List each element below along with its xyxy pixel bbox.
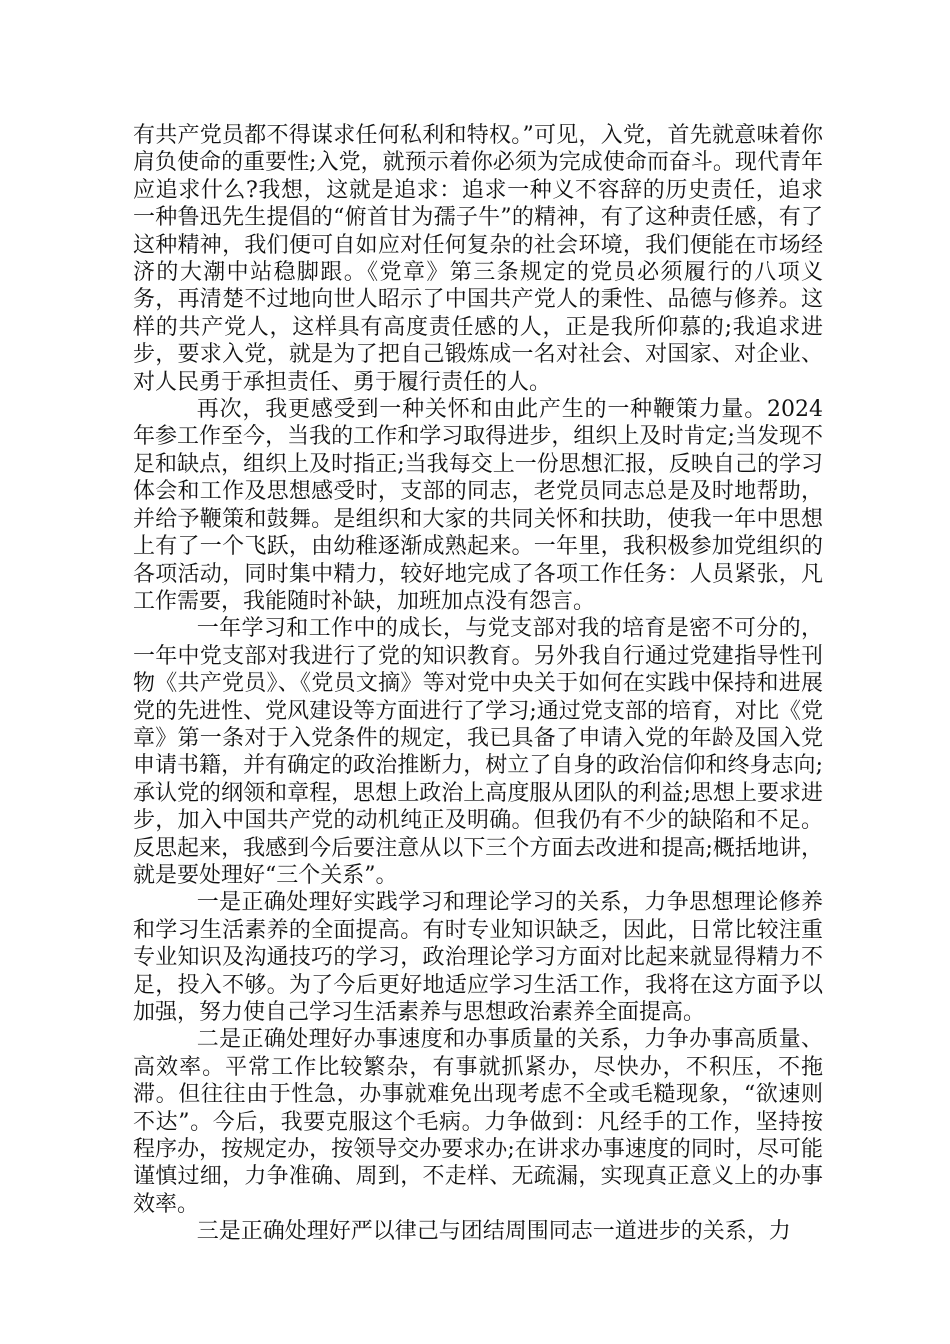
- paragraph-continuation: 有共产党员都不得谋求任何私利和特权。”可见，入党，首先就意味着你肩负使命的重要性;入党，就预示着你必须为完成使命而奋斗。现代青年应追求什么?我想，这就是追求：追求一种义不容辞的历史责任，追求一种鲁迅先生提倡的“俯首甘为孺子牛”的精神，有了这种责任感，有了这种精神，我们便可自如应对任何复杂的社会环境，我们便能在市场经济的大潮中站稳脚跟。《党章》第三条规定的党员必须履行的八项义务，再清楚不过地向世人昭示了中国共产党人的秉性、品德与修养。这样的共产党人，这样具有高度责任感的人，正是我所仰慕的;我追求进步，要求入党，就是为了把自己锻炼成一名对社会、对国家、对企业、对人民勇于承担责任、勇于履行责任的人。: [133, 123, 823, 395]
- paragraph-party-education: 一年学习和工作中的成长，与党支部对我的培育是密不可分的，一年中党支部对我进行了党的知识教育。另外我自行通过党建指导性刊物《共产党员》、《党员文摘》等对党中央关于如何在实践中保持和进展党的先进性、党风建设等方面进行了学习;通过党支部的培育，对比《党章》第一条对于入党条件的规定，我已具备了申请入党的年龄及国入党申请书籍，并有确定的政治推断力，树立了自身的政治信仰和终身志向;承认党的纲领和章程，思想上政治上高度服从团队的利益;思想上要求进步，加入中国共产党的动机纯正及明确。但我仍有不少的缺陷和不足。反思起来，我感到今后要注意从以下三个方面去改进和提高;概括地讲，就是要处理好“三个关系”。: [133, 616, 823, 888]
- paragraph-care-and-encouragement: 再次，我更感受到一种关怀和由此产生的一种鞭策力量。2024年参工作至今，当我的工作和学习取得进步，组织上及时肯定;当发现不足和缺点，组织上及时指正;当我每交上一份思想汇报，反映自己的学习体会和工作及思想感受时，支部的同志，老党员同志总是及时地帮助，并给予鞭策和鼓舞。是组织和大家的共同关怀和扶助，使我一年中思想上有了一个飞跃，由幼稚逐渐成熟起来。一年里，我积极参加党组织的各项活动，同时集中精力，较好地完成了各项工作任务：人员紧张，凡工作需要，我能随时补缺，加班加点没有怨言。: [133, 397, 823, 614]
- paragraph-relation-two: 二是正确处理好办事速度和办事质量的关系，力争办事高质量、高效率。平常工作比较繁杂，有事就抓紧办，尽快办，不积压，不拖滞。但往往由于性急，办事就难免出现考虑不全或毛糙现象，“欲速则不达”。今后，我要克服这个毛病。力争做到：凡经手的工作，坚持按程序办，按规定办，按领导交办要求办;在讲求办事速度的同时，尽可能谨慎过细，力争准确、周到，不走样、无疏漏，实现真正意义上的办事效率。: [133, 1027, 823, 1217]
- paragraph-relation-three: 三是正确处理好严以律己与团结周围同志一道进步的关系，力: [196, 1219, 791, 1245]
- paragraph-relation-one: 一是正确处理好实践学习和理论学习的关系，力争思想理论修养和学习生活素养的全面提高。有时专业知识缺乏，因此，日常比较注重专业知识及沟通技巧的学习，政治理论学习方面对比起来就显得精力不足，投入不够。为了今后更好地适应学习生活工作，我将在这方面予以加强，努力使自己学习生活素养与思想政治素养全面提高。: [133, 890, 823, 1025]
- document-body: [133, 122, 823, 1246]
